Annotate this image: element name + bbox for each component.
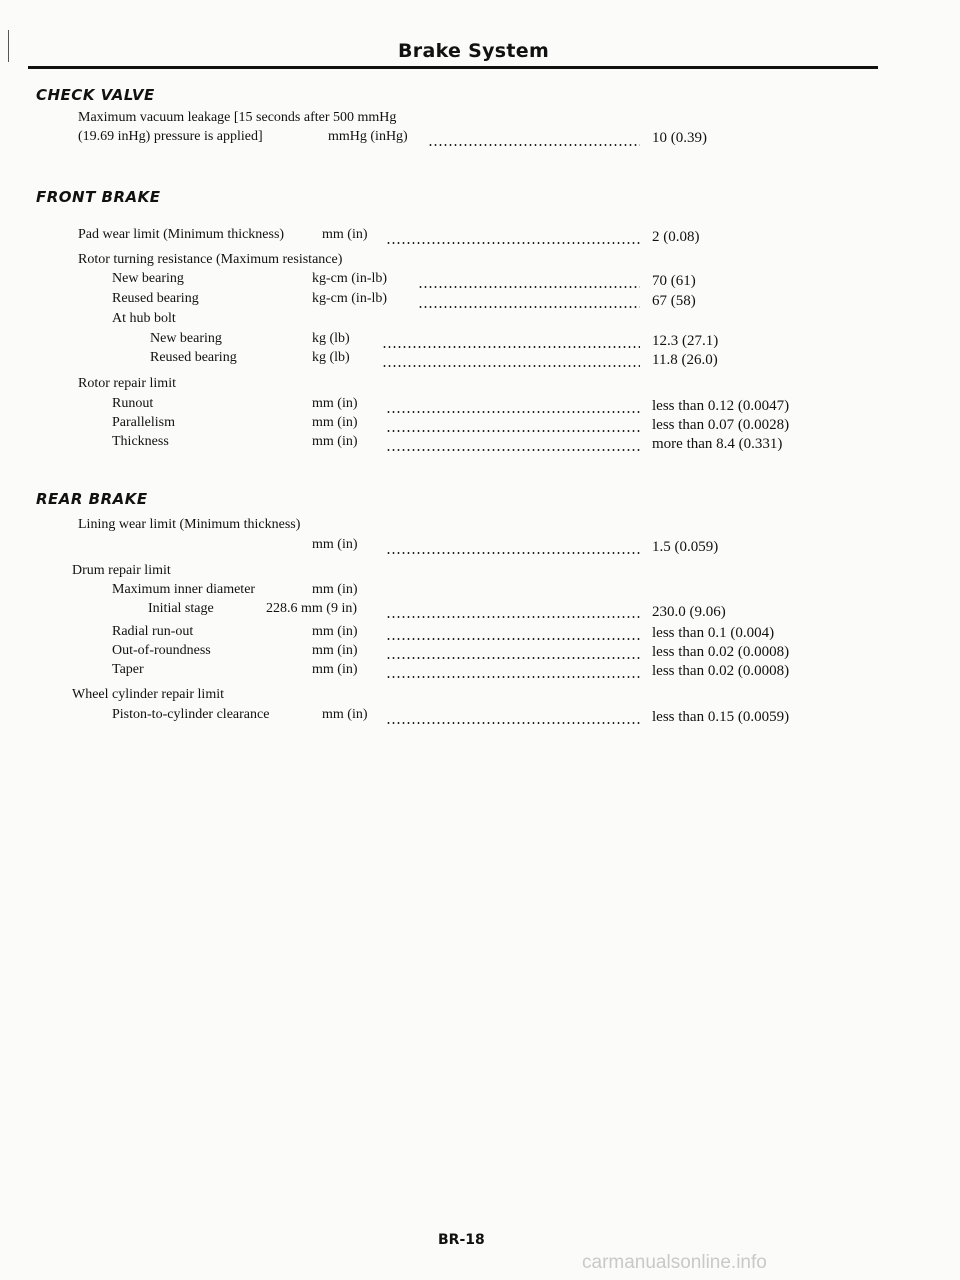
piston-clearance-unit: mm (in) bbox=[322, 707, 368, 722]
dot-leader bbox=[386, 430, 640, 432]
hub-new-bearing-value: 12.3 (27.1) bbox=[652, 333, 719, 349]
dot-leader bbox=[418, 286, 640, 288]
initial-stage-unit: 228.6 mm (9 in) bbox=[266, 601, 357, 616]
max-inner-diameter-label: Maximum inner diameter bbox=[112, 582, 256, 597]
parallelism-value: less than 0.07 (0.0028) bbox=[652, 417, 790, 433]
check-valve-value: 10 (0.39) bbox=[652, 130, 707, 146]
dot-leader bbox=[382, 365, 640, 367]
pad-wear-unit: mm (in) bbox=[322, 227, 368, 242]
pad-wear-label: Pad wear limit (Minimum thickness) bbox=[78, 227, 285, 242]
at-hub-bolt-label: At hub bolt bbox=[112, 311, 176, 326]
dot-leader bbox=[386, 552, 640, 554]
lining-wear-unit: mm (in) bbox=[312, 537, 358, 552]
section-heading-rear-brake: REAR BRAKE bbox=[36, 490, 148, 508]
thickness-value: more than 8.4 (0.331) bbox=[652, 436, 783, 452]
rotor-turning-label: Rotor turning resistance (Maximum resistance) bbox=[78, 252, 343, 267]
initial-stage-label: Initial stage bbox=[148, 601, 214, 616]
margin-mark bbox=[8, 30, 9, 62]
dot-leader bbox=[386, 722, 640, 724]
rotor-reused-bearing-unit: kg-cm (in-lb) bbox=[312, 291, 388, 306]
radial-runout-value: less than 0.1 (0.004) bbox=[652, 625, 775, 641]
hub-new-bearing-label: New bearing bbox=[150, 331, 222, 346]
out-of-roundness-label: Out-of-roundness bbox=[112, 643, 211, 658]
thickness-unit: mm (in) bbox=[312, 434, 358, 449]
rotor-new-bearing-value: 70 (61) bbox=[652, 273, 696, 289]
dot-leader bbox=[386, 616, 640, 618]
radial-runout-unit: mm (in) bbox=[312, 624, 358, 639]
taper-label: Taper bbox=[112, 662, 144, 677]
header-rule bbox=[28, 66, 878, 69]
taper-unit: mm (in) bbox=[312, 662, 358, 677]
runout-label: Runout bbox=[112, 396, 154, 411]
rotor-new-bearing-unit: kg-cm (in-lb) bbox=[312, 271, 388, 286]
taper-value: less than 0.02 (0.0008) bbox=[652, 663, 790, 679]
dot-leader bbox=[386, 411, 640, 413]
out-of-roundness-value: less than 0.02 (0.0008) bbox=[652, 644, 790, 660]
watermark: carmanualsonline.info bbox=[582, 1252, 767, 1273]
dot-leader bbox=[386, 242, 640, 244]
rotor-new-bearing-label: New bearing bbox=[112, 271, 184, 286]
rotor-reused-bearing-label: Reused bearing bbox=[112, 291, 199, 306]
drum-repair-label: Drum repair limit bbox=[72, 563, 171, 578]
page-title: Brake System bbox=[398, 40, 550, 62]
check-valve-unit: mmHg (inHg) bbox=[328, 129, 408, 144]
parallelism-label: Parallelism bbox=[112, 415, 175, 430]
check-valve-line-2: (19.69 inHg) pressure is applied] bbox=[78, 129, 263, 144]
dot-leader bbox=[386, 449, 640, 451]
rotor-repair-label: Rotor repair limit bbox=[78, 376, 176, 391]
dot-leader bbox=[386, 638, 640, 640]
hub-new-bearing-unit: kg (lb) bbox=[312, 331, 350, 346]
piston-clearance-value: less than 0.15 (0.0059) bbox=[652, 709, 790, 725]
dot-leader bbox=[382, 346, 640, 348]
hub-reused-bearing-unit: kg (lb) bbox=[312, 350, 350, 365]
lining-wear-value: 1.5 (0.059) bbox=[652, 539, 719, 555]
max-inner-diameter-unit: mm (in) bbox=[312, 582, 358, 597]
hub-reused-bearing-label: Reused bearing bbox=[150, 350, 237, 365]
hub-reused-bearing-value: 11.8 (26.0) bbox=[652, 352, 718, 368]
page-number: BR-18 bbox=[438, 1232, 485, 1248]
section-heading-front-brake: FRONT BRAKE bbox=[36, 188, 161, 206]
check-valve-line-1: Maximum vacuum leakage [15 seconds after 500 mmHg bbox=[78, 110, 397, 125]
thickness-label: Thickness bbox=[112, 434, 169, 449]
dot-leader bbox=[428, 144, 640, 146]
wheel-cylinder-label: Wheel cylinder repair limit bbox=[72, 687, 224, 702]
rotor-reused-bearing-value: 67 (58) bbox=[652, 293, 696, 309]
initial-stage-value: 230.0 (9.06) bbox=[652, 604, 726, 620]
dot-leader bbox=[418, 306, 640, 308]
out-of-roundness-unit: mm (in) bbox=[312, 643, 358, 658]
runout-unit: mm (in) bbox=[312, 396, 358, 411]
section-heading-check-valve: CHECK VALVE bbox=[36, 86, 155, 104]
pad-wear-value: 2 (0.08) bbox=[652, 229, 700, 245]
dot-leader bbox=[386, 676, 640, 678]
radial-runout-label: Radial run-out bbox=[112, 624, 194, 639]
parallelism-unit: mm (in) bbox=[312, 415, 358, 430]
piston-clearance-label: Piston-to-cylinder clearance bbox=[112, 707, 270, 722]
runout-value: less than 0.12 (0.0047) bbox=[652, 398, 790, 414]
lining-wear-label: Lining wear limit (Minimum thickness) bbox=[78, 517, 301, 532]
dot-leader bbox=[386, 657, 640, 659]
